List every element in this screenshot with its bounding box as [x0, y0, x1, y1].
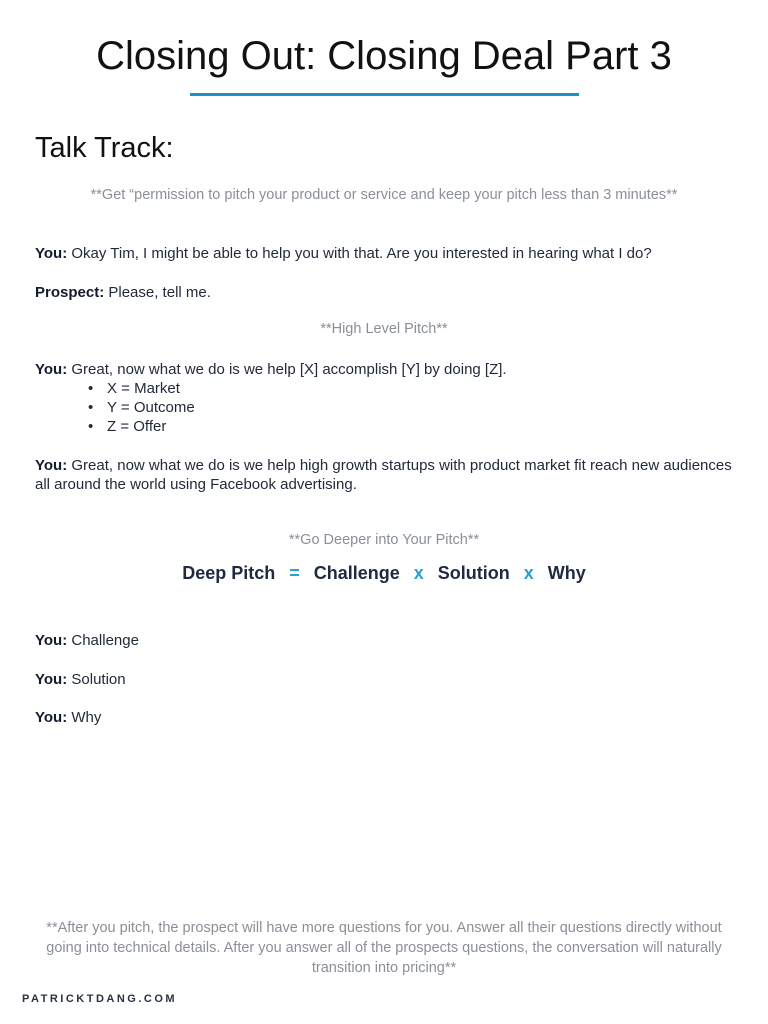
closing-note: **After you pitch, the prospect will have more questions for you. Answer all their questions directly without going into technical details. After you answer all of the prospects questions, the conversation will naturally transition into pricing**: [46, 920, 722, 976]
speaker-label: You:: [35, 245, 68, 262]
speaker-label: Prospect:: [35, 284, 105, 301]
formula-term-challenge: Challenge: [313, 563, 400, 583]
intro-note: **Get “permission to pitch your product or service and keep your pitch less than 3 minutes**: [90, 187, 678, 203]
speaker-label: You:: [35, 709, 68, 726]
formula-term-why: Why: [547, 563, 586, 583]
brand-logo: PATRICKTDANG.COM: [22, 993, 178, 1005]
dialogue-line: [35, 456, 738, 494]
dialogue-text: Okay Tim, I might be able to help you with that. Are you interested in hearing what I do?: [67, 245, 652, 262]
high-level-note: **High Level Pitch**: [320, 321, 448, 337]
bullet-icon: •: [88, 380, 94, 397]
speaker-label: You:: [35, 671, 68, 688]
formula-term-solution: Solution: [437, 563, 510, 583]
list-item-text: Y = Outcome: [107, 399, 195, 416]
speaker-label: You:: [35, 361, 68, 378]
pitch-formula: [0, 563, 768, 584]
speaker-label: You:: [35, 457, 68, 474]
page-title: Closing Out: Closing Deal Part 3: [96, 34, 672, 78]
title-underline: [190, 93, 579, 96]
list-item-text: Z = Offer: [107, 418, 167, 435]
dialogue-text: Why: [67, 709, 102, 726]
multiply-icon: x: [523, 563, 534, 583]
dialogue-line: [35, 244, 738, 263]
speaker-label: You:: [35, 632, 68, 649]
list-item: [88, 379, 195, 398]
variable-list: [88, 379, 195, 436]
formula-term-deep-pitch: Deep Pitch: [182, 563, 276, 583]
bullet-icon: •: [88, 418, 94, 435]
dialogue-text: Please, tell me.: [104, 284, 211, 301]
dialogue-text: Great, now what we do is we help high growth startups with product market fit reach new audiences all around the world using Facebook advertising.: [35, 457, 732, 493]
equals-icon: =: [289, 563, 300, 583]
dialogue-line: [35, 670, 738, 689]
dialogue-line: [35, 708, 738, 727]
list-item: [88, 417, 195, 436]
dialogue-line: [35, 631, 738, 650]
dialogue-text: Great, now what we do is we help [X] accomplish [Y] by doing [Z].: [67, 361, 507, 378]
dialogue-text: Challenge: [67, 632, 139, 649]
bullet-icon: •: [88, 399, 94, 416]
multiply-icon: x: [413, 563, 424, 583]
list-item: [88, 398, 195, 417]
dialogue-text: Solution: [67, 671, 126, 688]
list-item-text: X = Market: [107, 380, 180, 397]
section-heading: Talk Track:: [35, 132, 174, 164]
dialogue-line: [35, 283, 738, 302]
deeper-note: **Go Deeper into Your Pitch**: [288, 532, 480, 548]
dialogue-line: [35, 360, 738, 379]
